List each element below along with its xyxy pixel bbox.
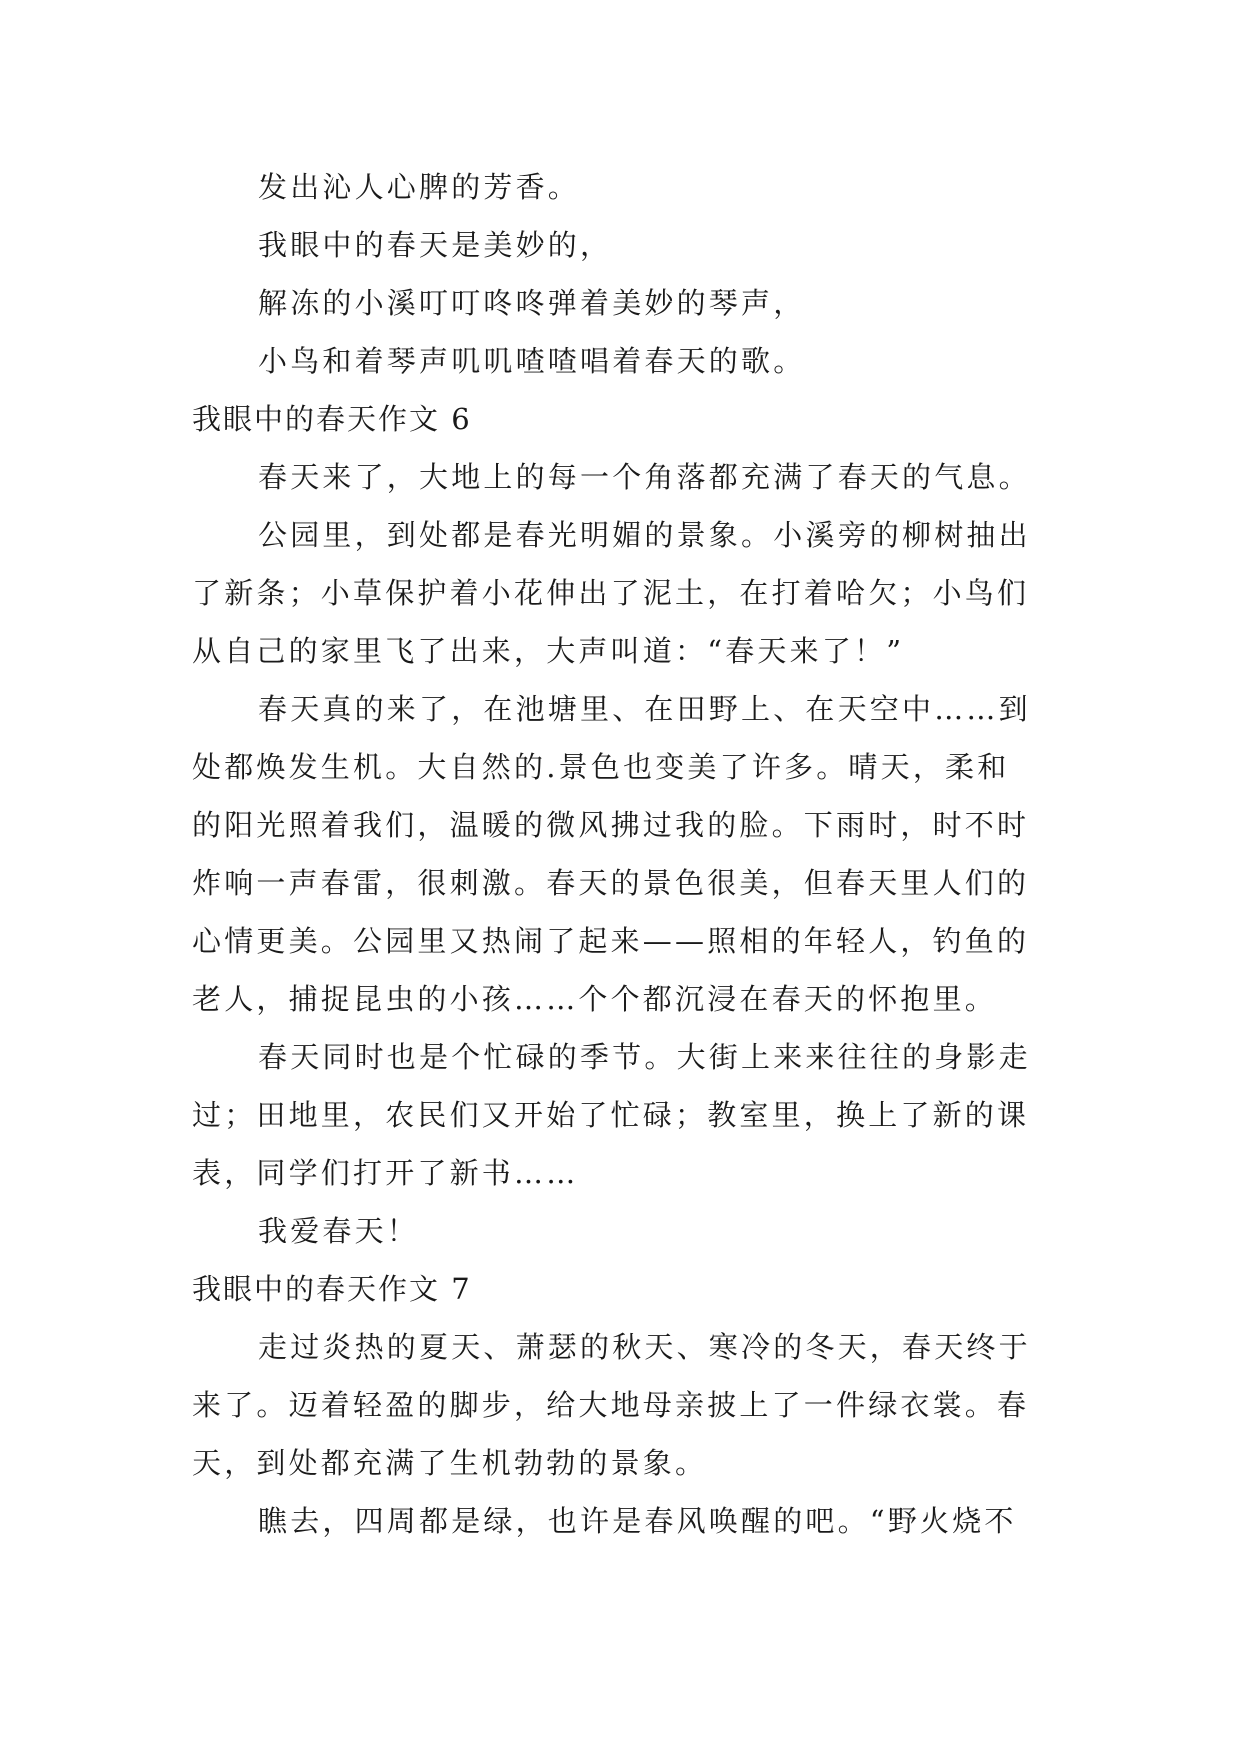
text-line: 过；田地里，农民们又开始了忙碌；教室里，换上了新的课: [192, 1098, 1030, 1132]
text-line: 的阳光照着我们，温暖的微风拂过我的脸。下雨时，时不时: [192, 808, 1030, 842]
text-line: 发出沁人心脾的芳香。: [258, 170, 581, 204]
text-line: 春天来了，大地上的每一个角落都充满了春天的气息。: [258, 460, 1031, 494]
text-line: 我爱春天！: [258, 1214, 420, 1248]
section-heading: 我眼中的春天作文 6: [192, 402, 472, 436]
text-line: 天，到处都充满了生机勃勃的景象。: [192, 1446, 708, 1480]
text-line: 公园里，到处都是春光明媚的景象。小溪旁的柳树抽出: [258, 518, 1031, 552]
text-line: 我眼中的春天是美妙的，: [258, 228, 613, 262]
text-line: 春天同时也是个忙碌的季节。大街上来来往往的身影走: [258, 1040, 1031, 1074]
text-line: 解冻的小溪叮叮咚咚弹着美妙的琴声，: [258, 286, 806, 320]
text-line: 走过炎热的夏天、萧瑟的秋天、寒冷的冬天，春天终于: [258, 1330, 1031, 1364]
text-line: 了新条；小草保护着小花伸出了泥土，在打着哈欠；小鸟们: [192, 576, 1030, 610]
text-line: 春天真的来了，在池塘里、在田野上、在天空中……到: [258, 692, 1031, 726]
text-line: 来了。迈着轻盈的脚步，给大地母亲披上了一件绿衣裳。春: [192, 1388, 1030, 1422]
section-heading: 我眼中的春天作文 7: [192, 1272, 472, 1306]
text-line: 炸响一声春雷，很刺激。春天的景色很美，但春天里人们的: [192, 866, 1030, 900]
text-line: 老人，捕捉昆虫的小孩……个个都沉浸在春天的怀抱里。: [192, 982, 998, 1016]
text-line: 瞧去，四周都是绿，也许是春风唤醒的吧。“野火烧不: [258, 1504, 1017, 1538]
text-line: 心情更美。公园里又热闹了起来——照相的年轻人，钓鱼的: [192, 924, 1030, 958]
text-line: 处都焕发生机。大自然的.景色也变美了许多。晴天，柔和: [192, 750, 1010, 784]
text-line: 小鸟和着琴声叽叽喳喳唱着春天的歌。: [258, 344, 806, 378]
text-line: 从自己的家里飞了出来，大声叫道：“春天来了！”: [192, 634, 905, 668]
text-line: 表，同学们打开了新书……: [192, 1156, 579, 1190]
